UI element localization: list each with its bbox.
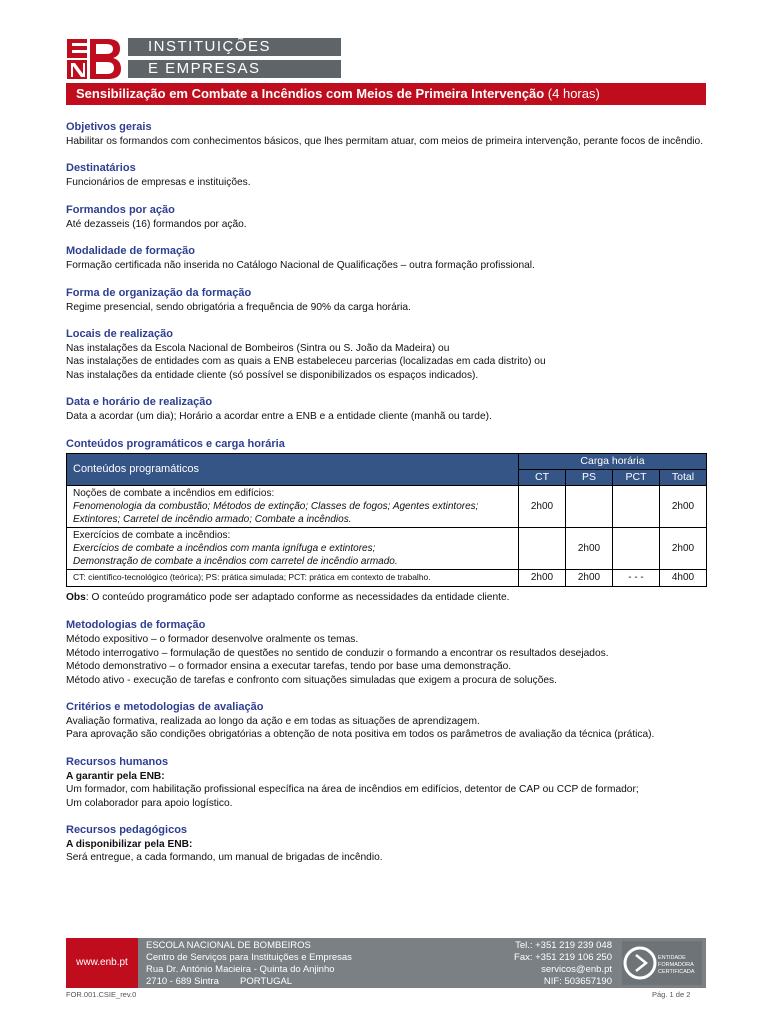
document-code: FOR.001.CSIE_rev.0: [66, 990, 137, 999]
heading-recursos-humanos: Recursos humanos: [66, 755, 169, 768]
total-ct: 2h00: [519, 570, 566, 586]
row-italic-line: Demonstração de combate a incêndios com carretel de incêndio armado.: [73, 556, 398, 568]
text-organizacao: Regime presencial, sendo obrigatória a frequência de 90% da carga horária.: [66, 301, 411, 313]
heading-objetivos: Objetivos gerais: [66, 121, 152, 133]
row-italic-line: Exercícios de combate a incêndios com manta ignífuga e extintores;: [73, 543, 376, 555]
section-metodologias: [66, 618, 708, 687]
course-title: Sensibilização em Combate a Incêndios com Meios de Primeira Intervenção: [76, 86, 545, 101]
table-col-total: Total: [660, 470, 707, 486]
metodologia-line: Método demonstrativo – o formador ensina a executar tarefas, tendo por base uma demonstração.: [66, 661, 512, 673]
recursos-pedagogicos-text: Será entregue, a cada formando, um manual de brigadas de incêndio.: [66, 852, 383, 864]
heading-formandos: Formandos por ação: [66, 203, 175, 216]
certified-entity-logo: [622, 941, 702, 985]
footer-contact-line: Fax: +351 219 106 250: [514, 952, 612, 963]
cell-ps: 2h00: [566, 528, 613, 570]
heading-metodologias: Metodologias de formação: [66, 619, 206, 632]
total-total: 4h00: [660, 570, 707, 586]
footer-org-line: Centro de Serviços para Instituições e Empresas: [146, 952, 352, 963]
section-destinatarios: [66, 161, 708, 189]
text-destinatarios: Funcionários de empresas e instituições.: [66, 177, 251, 189]
cell-total: 2h00: [660, 528, 707, 570]
cert-label: ENTIDADE FORMADORA CERTIFICADA: [658, 955, 695, 975]
table-legend: CT: científico-tecnológico (teórica); PS: prática simulada; PCT: prática em contexto de trabalho.: [67, 570, 519, 586]
footer-email-link[interactable]: servicos@enb.pt: [541, 964, 612, 975]
locais-line: Nas instalações da Escola Nacional de Bombeiros (Sintra ou S. João da Madeira) ou: [66, 343, 450, 355]
row-italic-line: Extintores; Carretel de incêndio armado; Combate a incêndios.: [73, 514, 352, 526]
total-ps: 2h00: [566, 570, 613, 586]
recursos-humanos-line: Um formador, com habilitação profissional específica na área de incêndios em edifícios, detentor de CAP ou CCP de formador;: [66, 784, 639, 796]
section-conteudos: [66, 437, 708, 605]
table-row-desc: [67, 528, 519, 570]
cell-ct: 2h00: [519, 486, 566, 528]
cell-pct: [613, 528, 660, 570]
cell-ps: [566, 486, 613, 528]
text-data: Data a acordar (um dia); Horário a acordar entre a ENB e a entidade cliente (manhã ou tarde).: [66, 411, 492, 423]
total-pct: - - -: [613, 570, 660, 586]
footer-contact: [486, 940, 612, 988]
heading-conteudos: Conteúdos programáticos e carga horária: [66, 437, 285, 450]
table-col-ps: PS: [566, 470, 613, 486]
section-organizacao: [66, 286, 708, 314]
enb-logo: [66, 38, 276, 80]
heading-criterios: Critérios e metodologias de avaliação: [66, 700, 264, 713]
heading-modalidade: Modalidade de formação: [66, 245, 195, 258]
footer-org-line: ESCOLA NACIONAL DE BOMBEIROS: [146, 940, 311, 951]
enb-logo-mark-icon: [66, 38, 122, 80]
criterios-line: Para aprovação são condições obrigatórias a obtenção de nota positiva em todos os parâmetros de avaliação da técnica (prática).: [66, 729, 655, 741]
criterios-line: Avaliação formativa, realizada ao longo da ação e em todas as situações de aprendizagem.: [66, 715, 480, 727]
course-duration: (4 horas): [547, 86, 600, 101]
text-objetivos: Habilitar os formandos com conhecimentos básicos, que lhes permitam atuar, com meios de primeira intervenção, perante focos de incêndio.: [66, 136, 704, 147]
section-recursos-humanos: [66, 755, 708, 810]
table-totals-row: [67, 570, 707, 586]
text-formandos: Até dezasseis (16) formandos por ação.: [66, 218, 247, 230]
table-row: [67, 528, 707, 570]
cell-ct: [519, 528, 566, 570]
metodologia-line: Método expositivo – o formador desenvolve oralmente os temas.: [66, 634, 359, 646]
heading-locais: Locais de realização: [66, 328, 173, 341]
table-row-desc: [67, 486, 519, 528]
section-data: [66, 395, 708, 423]
heading-destinatarios: Destinatários: [66, 162, 136, 175]
obs-label: Obs: [66, 591, 86, 603]
metodologia-line: Método ativo - execução de tarefas e confronto com situações simuladas que exigem a procura de soluções.: [66, 674, 557, 686]
footer-org: [146, 940, 352, 988]
section-modalidade: [66, 244, 708, 272]
course-title-bar: [66, 83, 706, 105]
row-italic-line: Fenomenologia da combustão; Métodos de extinção; Classes de fogos; Agentes extintores;: [73, 501, 479, 513]
recursos-humanos-line: Um colaborador para apoio logístico.: [66, 797, 233, 809]
logo-line-2: E EMPRESAS: [128, 60, 341, 78]
metodologia-line: Método interrogativo – formulação de questões no sentido de conduzir o formando a encontrar os resultados desejados.: [66, 647, 609, 659]
section-locais: [66, 327, 708, 382]
text-modalidade: Formação certificada não inserida no Catálogo Nacional de Qualificações – outra formação profissional.: [66, 260, 535, 272]
table-col-ct: CT: [519, 470, 566, 486]
section-recursos-pedagogicos: [66, 823, 708, 865]
footer-url-link[interactable]: www.enb.pt: [66, 938, 138, 988]
locais-line: Nas instalações da entidade cliente (só possível se disponibilizados os espaços indicados).: [66, 369, 479, 381]
section-formandos: [66, 203, 708, 231]
footer-org-line: 2710 - 689 Sintra PORTUGAL: [146, 976, 293, 987]
section-criterios: [66, 700, 708, 742]
footer-contact-line: NIF: 503657190: [543, 976, 612, 987]
table-col-pct: PCT: [613, 470, 660, 486]
page-number: Pág. 1 de 2: [652, 990, 691, 999]
table-obs: [66, 591, 708, 604]
footer-contact-line: Tel.: +351 219 239 048: [515, 940, 612, 951]
row-title: Noções de combate a incêndios em edifícios:: [73, 488, 275, 500]
obs-text: : O conteúdo programático pode ser adaptado conforme as necessidades da entidade cliente.: [85, 591, 510, 603]
table-header-main: Conteúdos programáticos: [67, 453, 519, 486]
cell-total: 2h00: [660, 486, 707, 528]
section-objetivos: [66, 120, 708, 148]
logo-line-1: INSTITUIÇÕES: [128, 38, 341, 56]
locais-line: Nas instalações de entidades com as quais a ENB estabeleceu parcerias (localizadas em cada distrito) ou: [66, 356, 546, 368]
recursos-pedagogicos-sub: A disponibilizar pela ENB:: [66, 838, 193, 850]
recursos-humanos-sub: A garantir pela ENB:: [66, 770, 165, 782]
table-header-group: Carga horária: [519, 453, 707, 469]
heading-recursos-pedagogicos: Recursos pedagógicos: [66, 823, 188, 836]
heading-organizacao: Forma de organização da formação: [66, 286, 252, 299]
footer-org-line: Rua Dr. António Macieira - Quinta do Anjinho: [146, 964, 335, 975]
heading-data: Data e horário de realização: [66, 396, 213, 409]
page-footer: [66, 938, 706, 988]
row-title: Exercícios de combate a incêndios:: [73, 530, 231, 542]
program-table: [66, 453, 707, 587]
table-row: [67, 486, 707, 528]
course-content: [66, 120, 708, 878]
cell-pct: [613, 486, 660, 528]
